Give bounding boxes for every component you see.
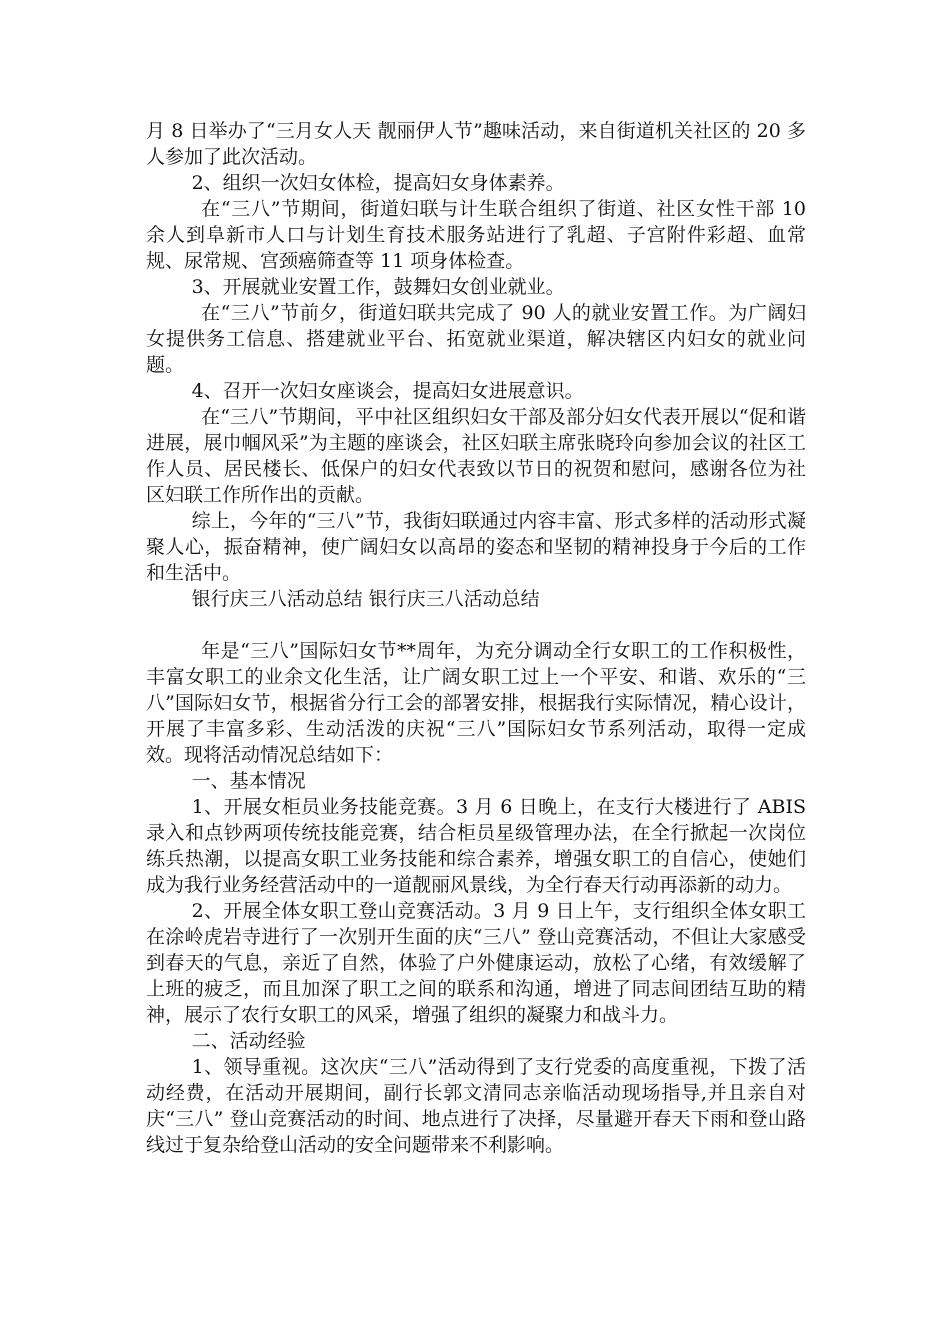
paragraph-2: 在“三八”节期间，街道妇联与计生联合组织了街道、社区女性干部 10 余人到阜新市人口与计划生育技术服务站进行了乳超、子宫附件彩超、血常规、尿常规、宫颈癌筛查等 11 项身体检查。	[146, 198, 806, 272]
paragraph-10: 年是“三八”国际妇女节**周年，为充分调动全行女职工的工作积极性，丰富女职工的业余文化生活，让广阔女职工过上一个平安、和谐、欢乐的“三八”国际妇女节，根据省分行工会的部署安排，根据我行实际情况，精心设计，开展了丰富多彩、生动活泼的庆祝“三八”国际妇女节系列活动，取得一定成效。现将活动情况总结如下：	[146, 640, 806, 766]
paragraph-0: 月 8 日举办了“三月女人天 靓丽伊人节”趣味活动，来自街道机关社区的 20 多人参加了此次活动。	[146, 120, 806, 168]
paragraph-15: 1、领导重视。这次庆“三八”活动得到了支行党委的高度重视，下拨了活动经费，在活动开展期间，副行长郭文清同志亲临活动现场指导,并且亲自对庆“三八” 登山竞赛活动的时间、地点进行了决择，尽量避开春天下雨和登山路线过于复杂给登山活动的安全问题带来不利影响。	[146, 1056, 806, 1156]
paragraph-12: 1、开展女柜员业务技能竞赛。3 月 6 日晚上，在支行大楼进行了 ABIS 录入和点钞两项传统技能竞赛，结合柜员星级管理办法，在全行掀起一次岗位练兵热潮，以提高女职工业务技能和综合素养，增强女职工的自信心，使她们成为我行业务经营活动中的一道靓丽风景线，为全行春天行动再添新的动力。	[146, 796, 806, 896]
paragraph-6: 在“三八”节期间，平中社区组织妇女干部及部分妇女代表开展以“促和谐进展，展巾帼风采”为主题的座谈会，社区妇联主席张晓玲向参加会议的社区工作人员、居民楼长、低保户的妇女代表致以节日的祝贺和慰问，感谢各位为社区妇联工作所作出的贡献。	[146, 406, 806, 506]
paragraph-3: 3、开展就业安置工作，鼓舞妇女创业就业。	[191, 276, 565, 298]
heading-basic-situation: 一、基本情况	[191, 770, 306, 792]
paragraph-5: 4、召开一次妇女座谈会，提高妇女进展意识。	[191, 380, 584, 402]
paragraph-4: 在“三八”节前夕，街道妇联共完成了 90 人的就业安置工作。为广阔妇女提供务工信息、搭建就业平台、拓宽就业渠道，解决辖区内妇女的就业问题。	[146, 302, 806, 376]
heading-activity-experience: 二、活动经验	[191, 1030, 306, 1052]
paragraph-13: 2、开展全体女职工登山竞赛活动。3 月 9 日上午，支行组织全体女职工在涂岭虎岩寺进行了一次别开生面的庆“三八” 登山竞赛活动，不但让大家感受到春天的气息，亲近了自然，体验了户外健康运动，放松了心绪，有效缓解了上班的疲乏，而且加深了职工之间的联系和沟通，增进了同志间团结互助的精神，展示了农行女职工的风采，增强了组织的凝聚力和战斗力。	[146, 900, 806, 1026]
document-body	[146, 118, 806, 1158]
blank-line	[146, 612, 806, 638]
paragraph-7: 综上，今年的“三八”节，我街妇联通过内容丰富、形式多样的活动形式凝聚人心，振奋精神，使广阔妇女以高昂的姿态和坚韧的精神投身于今后的工作和生活中。	[146, 510, 806, 584]
section-title: 银行庆三八活动总结 银行庆三八活动总结	[191, 588, 540, 610]
paragraph-1: 2、组织一次妇女体检，提高妇女身体素养。	[191, 172, 565, 194]
